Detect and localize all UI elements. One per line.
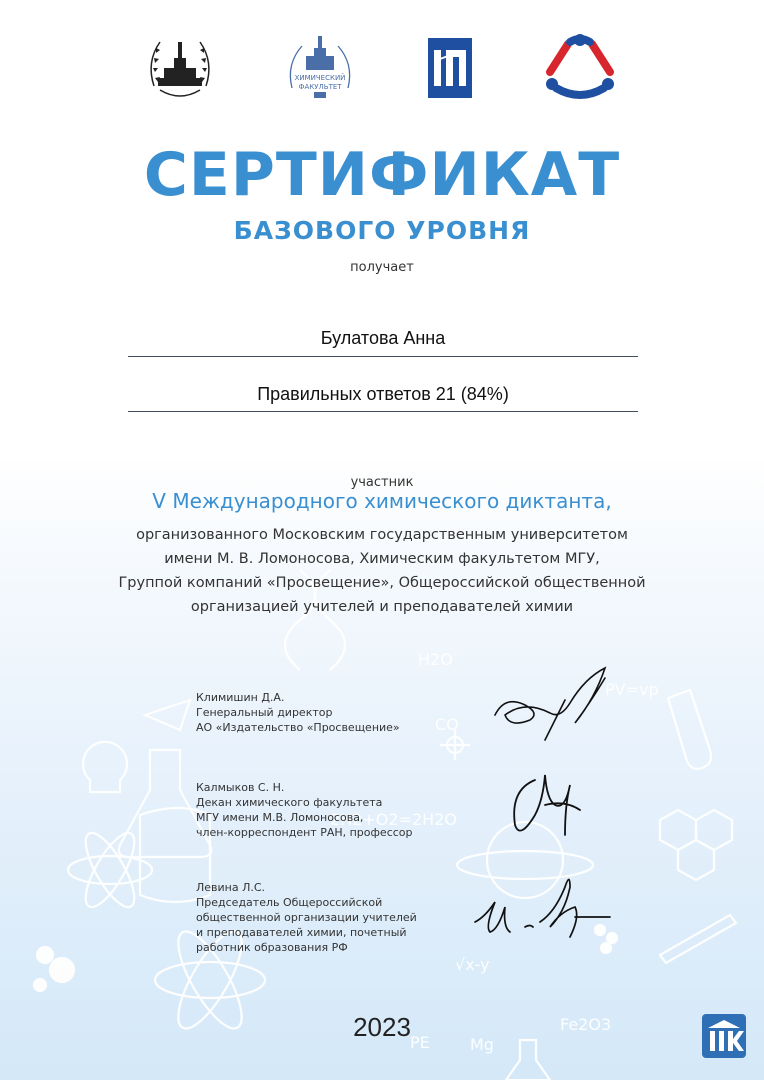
signer-2 <box>196 780 413 840</box>
bulb-doodle <box>83 742 127 792</box>
result-underline <box>128 411 638 412</box>
logo2-text-2: ФАКУЛЬТЕТ <box>298 83 342 91</box>
participant-label: участник <box>350 475 414 490</box>
crosshair-doodle <box>440 730 470 760</box>
signer-title-line: Председатель Общероссийской <box>196 896 383 909</box>
signer-name: Левина Л.С. <box>196 881 266 894</box>
mg-doodle-text: Mg <box>470 1035 494 1054</box>
certificate-year: 2023 <box>353 1012 411 1042</box>
fe-doodle-text: Fe2O3 <box>560 1015 612 1034</box>
pencil-doodle <box>660 915 736 963</box>
organizer-line: организацией учителей и преподавателей химии <box>190 599 574 615</box>
pv-doodle-text: PV=vp <box>605 680 659 699</box>
signer-title-line: Декан химического факультета <box>196 796 383 809</box>
h2o-doodle-text: H2O <box>418 650 453 669</box>
organizer-line: Группой компаний «Просвещение», Общероссийской общественной <box>118 575 646 591</box>
certificate-title: СЕРТИФИКАТ <box>143 140 621 210</box>
signer-title-line: и преподавателей химии, почетный <box>196 926 407 939</box>
name-underline <box>128 356 638 357</box>
signer-name: Климишин Д.А. <box>196 691 285 704</box>
msu-emblem-logo <box>140 28 220 108</box>
certificate-subtitle: БАЗОВОГО УРОВНЯ <box>233 216 531 245</box>
prosveshchenie-logo <box>410 28 490 108</box>
event-name: V Международного химического диктанта, <box>152 489 612 513</box>
equation-doodle-text: 2H2+O2=2H2O <box>330 810 457 829</box>
organizers-text <box>0 523 764 619</box>
signer-title-line: общественной организации учителей <box>196 911 417 924</box>
site-logo-icon <box>702 1014 746 1058</box>
chemistry-teachers-logo <box>540 28 620 108</box>
pe-doodle-text: PE <box>410 1033 430 1052</box>
triangle-doodle <box>145 700 190 730</box>
recipient-name: Булатова Анна <box>320 328 446 348</box>
signature-2-image <box>505 765 595 850</box>
small-flask-doodle <box>506 1040 550 1080</box>
test-tube-doodle <box>668 690 711 769</box>
chemistry-faculty-logo <box>280 28 360 108</box>
result-text: Правильных ответов 21 (84%) <box>257 384 509 404</box>
organizer-line: организованного Московским государственным университетом <box>136 527 628 543</box>
signer-title-line: МГУ имени М.В. Ломоносова, <box>196 811 364 824</box>
signer-title-line: АО «Издательство «Просвещение» <box>196 721 400 734</box>
receives-label: получает <box>350 260 414 275</box>
organizer-line: имени М. В. Ломоносова, Химическим факультетом МГУ, <box>164 551 600 567</box>
signer-1 <box>196 690 400 735</box>
signature-1-image <box>490 665 620 750</box>
logo2-text-1: ХИМИЧЕСКИЙ <box>294 74 346 82</box>
signer-title-line: работник образования РФ <box>196 941 348 954</box>
signer-title-line: член-корреспондент РАН, профессор <box>196 826 413 839</box>
signer-name: Калмыков С. Н. <box>196 781 285 794</box>
sqrt-doodle-text: √x-y <box>455 955 490 974</box>
signature-3-image <box>465 862 615 947</box>
hexagon-molecule-doodle <box>660 810 732 880</box>
signer-3 <box>196 880 417 955</box>
signer-title-line: Генеральный директор <box>196 706 333 719</box>
co-doodle-text: CO <box>435 715 459 734</box>
